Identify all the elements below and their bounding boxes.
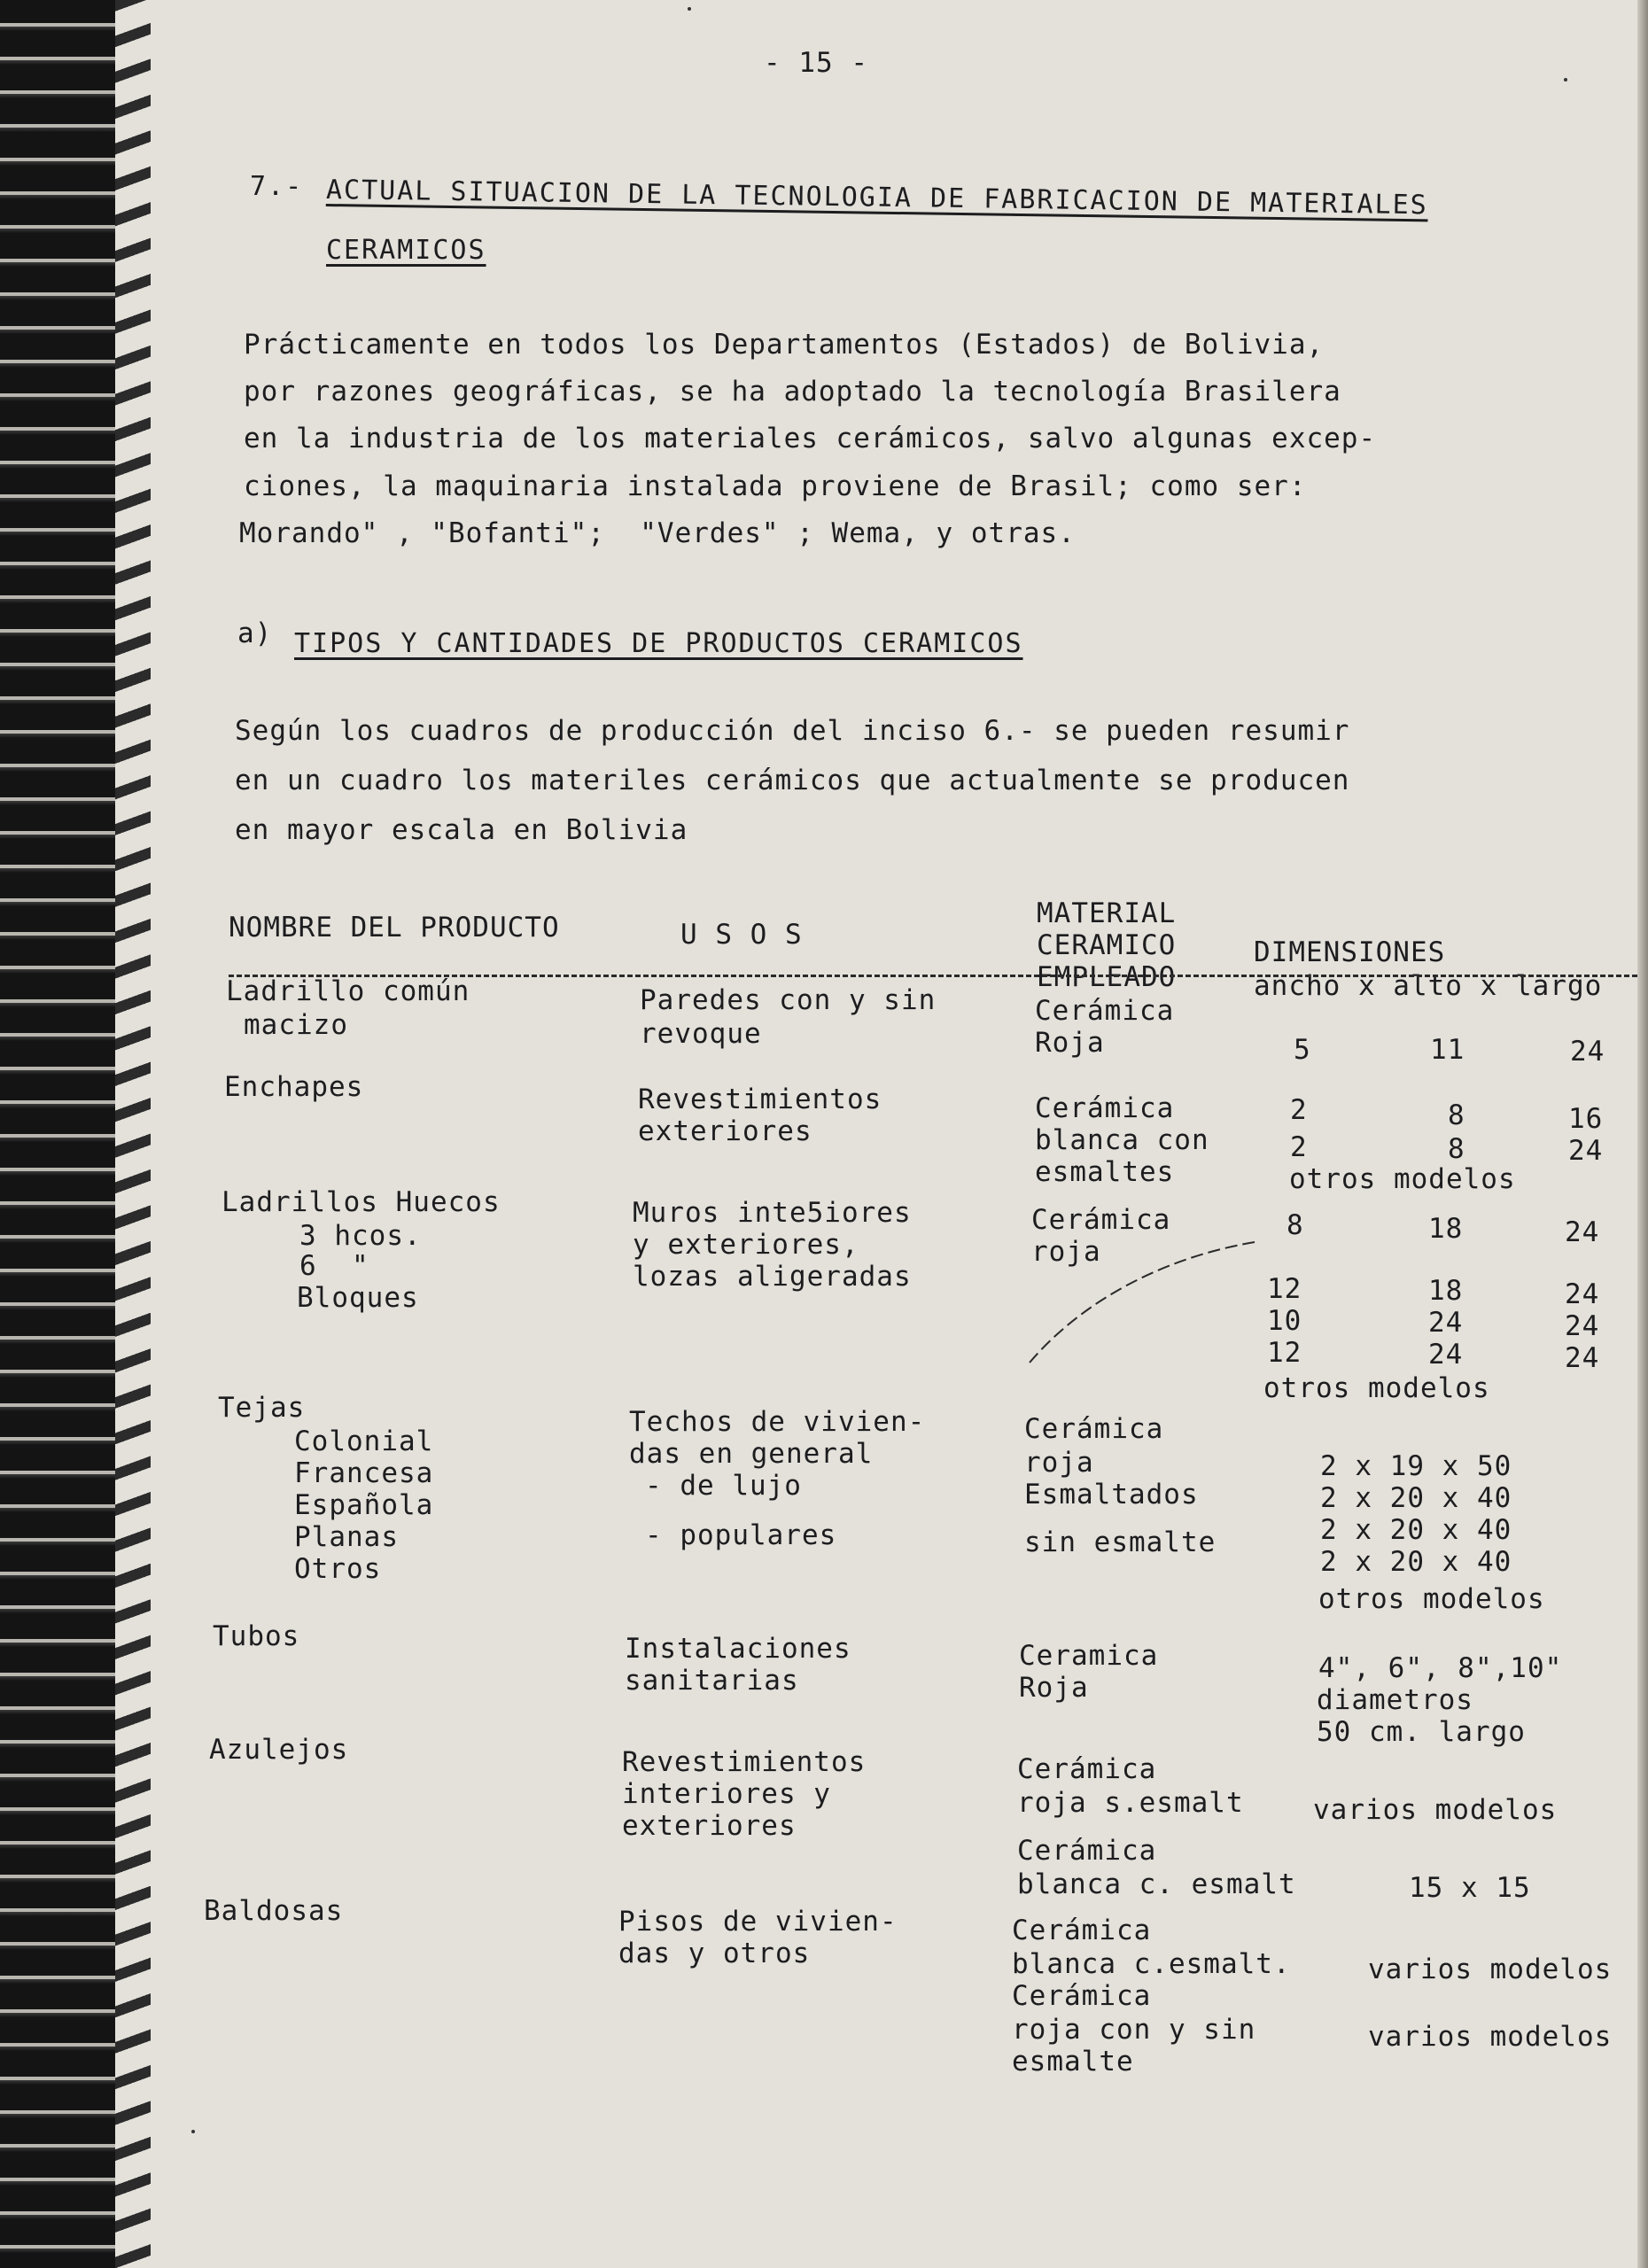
row5-product-1: Tubos [213, 1620, 300, 1652]
intro-line-2: por razones geográficas, se ha adoptado la tecnología Brasilera [244, 376, 1341, 408]
row6-product-1: Azulejos [209, 1734, 349, 1766]
subsection-title: TIPOS Y CANTIDADES DE PRODUCTOS CERAMICOS [294, 628, 1023, 659]
row6-material-3: Cerámica [1017, 1835, 1157, 1867]
row3-dim-2c: 24 [1565, 1278, 1600, 1310]
row1-product-2: macizo [244, 1009, 348, 1041]
row3-uses-3: lozas aligeradas [633, 1261, 912, 1293]
row4-material-4: sin esmalte [1024, 1526, 1217, 1558]
summary-line-3: en mayor escala en Bolivia [235, 814, 688, 846]
row6-uses-2: interiores y [622, 1778, 831, 1810]
row6-dim-1: varios modelos [1313, 1794, 1558, 1826]
row3-dim-1b: 18 [1428, 1213, 1464, 1245]
header-material-1: MATERIAL [1037, 897, 1177, 929]
row2-dim-2c: 24 [1568, 1135, 1604, 1167]
page-number: - 15 - [764, 47, 868, 79]
row4-product-4: Española [294, 1489, 434, 1521]
row3-dim-1a: 8 [1287, 1209, 1304, 1241]
stray-pen-stroke [1028, 1240, 1258, 1364]
row5-uses-2: sanitarias [625, 1665, 799, 1697]
row4-product-2: Colonial [294, 1425, 434, 1457]
row3-dim-3a: 10 [1267, 1305, 1302, 1337]
intro-line-5: Morando" , "Bofanti"; "Verdes" ; Wema, y otras. [239, 517, 1076, 549]
row7-material-2: blanca c.esmalt. [1012, 1948, 1291, 1980]
row4-uses-1: Techos de vivien- [629, 1406, 926, 1438]
row5-dim-1: 4", 6", 8",10" [1318, 1652, 1563, 1684]
header-product: NOMBRE DEL PRODUCTO [229, 912, 560, 944]
row4-uses-3: - de lujo [645, 1470, 802, 1502]
section-title-line2: CERAMICOS [326, 235, 486, 266]
row3-dim-4c: 24 [1565, 1342, 1600, 1374]
row3-dim-3b: 24 [1428, 1307, 1464, 1339]
row1-material-1: Cerámica [1035, 995, 1175, 1027]
row2-material-3: esmaltes [1035, 1156, 1175, 1188]
row6-uses-1: Revestimientos [622, 1746, 867, 1778]
row3-product-2: 3 hcos. [299, 1220, 422, 1252]
row7-dim-2: varios modelos [1368, 2021, 1613, 2053]
row1-product-1: Ladrillo común [226, 975, 470, 1007]
spiral-binding [0, 0, 151, 2268]
row3-dim-3c: 24 [1565, 1310, 1600, 1342]
row5-material-2: Roja [1019, 1672, 1089, 1704]
row7-material-3: Cerámica [1012, 1980, 1152, 2012]
row2-note: otros modelos [1289, 1163, 1516, 1195]
row2-dim-1c: 16 [1568, 1103, 1604, 1135]
subsection-label: a) [237, 617, 273, 649]
row2-material-1: Cerámica [1035, 1092, 1175, 1124]
row1-uses-1: Paredes con y sin [640, 984, 937, 1016]
row4-uses-4: - populares [645, 1519, 837, 1551]
row7-material-1: Cerámica [1012, 1915, 1152, 1946]
row1-dim-alto: 11 [1430, 1034, 1465, 1066]
intro-line-1: Prácticamente en todos los Departamentos (Estados) de Bolivia, [244, 329, 1325, 361]
row3-dim-2b: 18 [1428, 1275, 1464, 1307]
row2-material-2: blanca con [1035, 1124, 1209, 1156]
header-material-2: CERAMICO [1037, 929, 1177, 961]
section-number: 7.- [250, 171, 304, 202]
row7-dim-1: varios modelos [1368, 1953, 1613, 1985]
row3-dim-1c: 24 [1565, 1216, 1600, 1248]
summary-line-1: Según los cuadros de producción del inciso 6.- se pueden resumir [235, 715, 1350, 747]
section-title-line1: ACTUAL SITUACION DE LA TECNOLOGIA DE FABRICACION DE MATERIALES [325, 175, 1428, 221]
row2-uses-1: Revestimientos [638, 1084, 882, 1115]
row6-uses-3: exteriores [622, 1810, 797, 1842]
speck [688, 7, 691, 11]
summary-line-2: en un cuadro los materiles cerámicos que actualmente se producen [235, 765, 1350, 796]
row3-dim-4b: 24 [1428, 1339, 1464, 1371]
row4-material-2: roja [1024, 1447, 1094, 1479]
row4-product-6: Otros [294, 1553, 382, 1585]
row6-material-4: blanca c. esmalt [1017, 1868, 1296, 1900]
row1-uses-2: revoque [640, 1018, 762, 1050]
row2-dim-2a: 2 [1290, 1131, 1308, 1163]
row3-material-1: Cerámica [1031, 1204, 1171, 1236]
row7-material-5: esmalte [1012, 2046, 1134, 2078]
row7-material-4: roja con y sin [1012, 2014, 1256, 2046]
speck [191, 2130, 195, 2133]
row3-uses-2: y exteriores, [633, 1229, 859, 1261]
row2-product-1: Enchapes [224, 1071, 364, 1103]
header-material-3: EMPLEADO [1037, 961, 1177, 993]
speck [1564, 78, 1567, 82]
row4-dim-1: 2 x 19 x 50 [1320, 1450, 1512, 1482]
row6-dim-2: 15 x 15 [1409, 1872, 1531, 1904]
row3-product-4: Bloques [297, 1282, 419, 1314]
row7-product-1: Baldosas [204, 1895, 344, 1927]
row3-product-3: 6 " [299, 1250, 369, 1282]
row5-dim-2: diametros [1317, 1684, 1473, 1716]
header-uses: U S O S [680, 919, 803, 951]
row4-material-3: Esmaltados [1024, 1479, 1199, 1511]
row3-dim-2a: 12 [1267, 1273, 1302, 1305]
row6-material-1: Cerámica [1017, 1753, 1157, 1785]
row4-dim-2: 2 x 20 x 40 [1320, 1482, 1512, 1514]
row1-material-2: Roja [1035, 1027, 1105, 1059]
row3-note: otros modelos [1263, 1372, 1490, 1404]
row2-dim-1b: 8 [1448, 1099, 1465, 1131]
row7-uses-2: das y otros [618, 1938, 811, 1969]
row4-material-1: Cerámica [1024, 1413, 1164, 1445]
row3-product-1: Ladrillos Huecos [222, 1186, 501, 1218]
row6-material-2: roja s.esmalt [1017, 1787, 1244, 1819]
row4-note: otros modelos [1318, 1583, 1545, 1615]
row1-dim-largo: 24 [1570, 1036, 1605, 1068]
row4-product-5: Planas [294, 1521, 399, 1553]
row3-uses-1: Muros inte5iores [633, 1197, 912, 1229]
row2-dim-1a: 2 [1290, 1094, 1308, 1126]
row3-dim-4a: 12 [1267, 1337, 1302, 1369]
header-dim-sub: ancho x alto x largo [1254, 970, 1603, 1002]
page-edge [1637, 0, 1648, 2268]
intro-line-3: en la industria de los materiales cerámicos, salvo algunas excep- [244, 423, 1377, 454]
row5-dim-3: 50 cm. largo [1317, 1716, 1526, 1748]
row4-dim-4: 2 x 20 x 40 [1320, 1546, 1512, 1578]
row4-product-1: Tejas [218, 1392, 306, 1424]
row2-uses-2: exteriores [638, 1115, 812, 1147]
row4-dim-3: 2 x 20 x 40 [1320, 1514, 1512, 1546]
row1-dim-ancho: 5 [1294, 1034, 1311, 1066]
row5-uses-1: Instalaciones [625, 1633, 851, 1665]
row7-uses-1: Pisos de vivien- [618, 1906, 898, 1938]
row4-product-3: Francesa [294, 1457, 434, 1489]
row3-material-2: roja [1031, 1236, 1101, 1268]
intro-line-4: ciones, la maquinaria instalada proviene de Brasil; como ser: [244, 470, 1307, 502]
row5-material-1: Ceramica [1019, 1640, 1159, 1672]
header-dimensions: DIMENSIONES [1254, 936, 1446, 968]
row4-uses-2: das en general [629, 1438, 874, 1470]
row2-dim-2b: 8 [1448, 1133, 1465, 1165]
